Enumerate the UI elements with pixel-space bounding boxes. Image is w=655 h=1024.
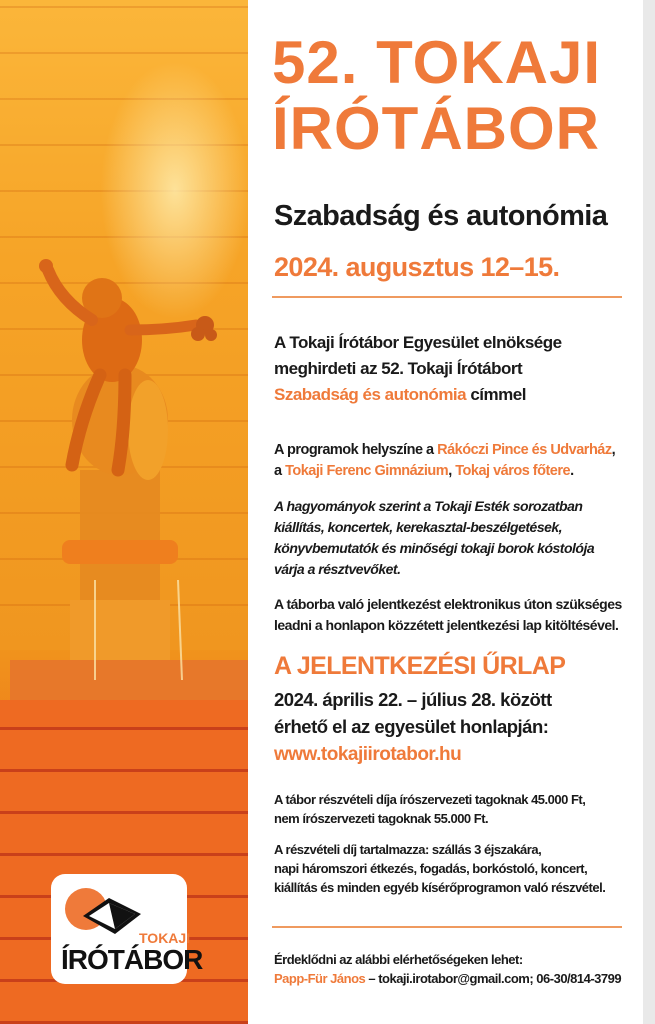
page-edge — [643, 0, 655, 1024]
venue-line-1 — [274, 440, 634, 461]
tradition-line-1: A hagyományok szerint a Tokaji Esték sorozatban — [274, 498, 583, 514]
book-icon — [79, 894, 145, 938]
venue-sep: , — [611, 442, 616, 458]
form-dates: 2024. április 22. – július 28. között — [274, 689, 552, 710]
tradition-line-2: kiállítás, koncertek, kerekasztal-beszélgetések, — [274, 519, 563, 535]
intro-paragraph — [274, 330, 634, 408]
apply-line-2: leadni a honlapon közzétett jelentkezési lap kitöltésével. — [274, 617, 619, 633]
includes-line-2: napi háromszori étkezés, fogadás, borkóstoló, koncert, — [274, 861, 588, 876]
venue-place-1: Rákóczi Pince és Udvarház — [437, 442, 612, 458]
logo-irotabor-text: ÍRÓTÁBOR — [61, 944, 203, 975]
title-line-2: ÍRÓTÁBOR — [272, 95, 600, 162]
subtitle: Szabadság és autonómia — [274, 200, 608, 232]
venue-place-3: Tokaj város főtere — [455, 463, 571, 479]
venue-prefix: A programok helyszíne a — [274, 442, 438, 458]
photo-border — [248, 0, 258, 1024]
contact-line-2 — [274, 969, 634, 988]
includes-line-3: kiállítás és minden egyéb kísérőprogramon való részvétel. — [274, 880, 606, 895]
includes-paragraph — [274, 840, 634, 897]
form-available: érhető el az egyesület honlapján: — [274, 716, 549, 737]
contact-line-1: Érdeklődni az alábbi elérhetőségeken lehet: — [274, 952, 523, 967]
apply-line-1: A táborba való jelentkezést elektronikus úton szükséges — [274, 596, 622, 612]
page-title — [272, 30, 632, 162]
intro-line-1: A Tokaji Írótábor Egyesület elnöksége — [274, 333, 562, 352]
intro-line-3 — [274, 382, 634, 408]
apply-paragraph — [274, 594, 634, 636]
event-date: 2024. augusztus 12–15. — [274, 252, 560, 282]
contact-name: Papp-Für János — [274, 971, 366, 986]
fee-line-1: A tábor részvételi díja írószervezeti tagoknak 45.000 Ft, — [274, 792, 586, 807]
intro-line-2: meghirdeti az 52. Tokaji Írótábort — [274, 359, 523, 378]
tradition-paragraph — [274, 496, 634, 580]
fee-paragraph — [274, 790, 634, 828]
fountain-photo — [0, 0, 248, 1024]
logo-tokaji-text: TOKAJI — [139, 930, 191, 946]
website-link[interactable]: www.tokajiirotabor.hu — [274, 744, 462, 765]
form-heading: A JELENTKEZÉSI ŰRLAP — [274, 652, 566, 680]
irotabor-logo — [51, 874, 203, 984]
contact-details: – tokaji.irotabor@gmail.com; 06-30/814-3799 — [365, 971, 622, 986]
fee-line-2: nem írószervezeti tagoknak 55.000 Ft. — [274, 811, 489, 826]
venue-line-2 — [274, 461, 634, 482]
venue-paragraph — [274, 440, 634, 482]
venue-sep-2: , — [448, 463, 456, 479]
divider-bottom — [272, 926, 622, 928]
contact-paragraph — [274, 950, 634, 988]
includes-line-1: A részvételi díj tartalmazza: szállás 3 éjszakára, — [274, 842, 542, 857]
intro-theme: Szabadság és autonómia — [274, 385, 467, 404]
venue-line2-prefix: a — [274, 463, 286, 479]
form-dates-paragraph — [274, 686, 634, 740]
venue-end: . — [570, 463, 574, 479]
title-line-1: 52. TOKAJI — [272, 29, 602, 96]
venue-place-2: Tokaji Ferenc Gimnázium — [285, 463, 449, 479]
tradition-line-4: várja a résztvevőket. — [274, 561, 401, 577]
divider-top — [272, 296, 622, 298]
intro-theme-suffix: címmel — [466, 385, 526, 404]
tradition-line-3: könyvbemutatók és minőségi tokaji borok kóstolója — [274, 540, 595, 556]
bacchus-statue-graphic — [0, 0, 248, 720]
